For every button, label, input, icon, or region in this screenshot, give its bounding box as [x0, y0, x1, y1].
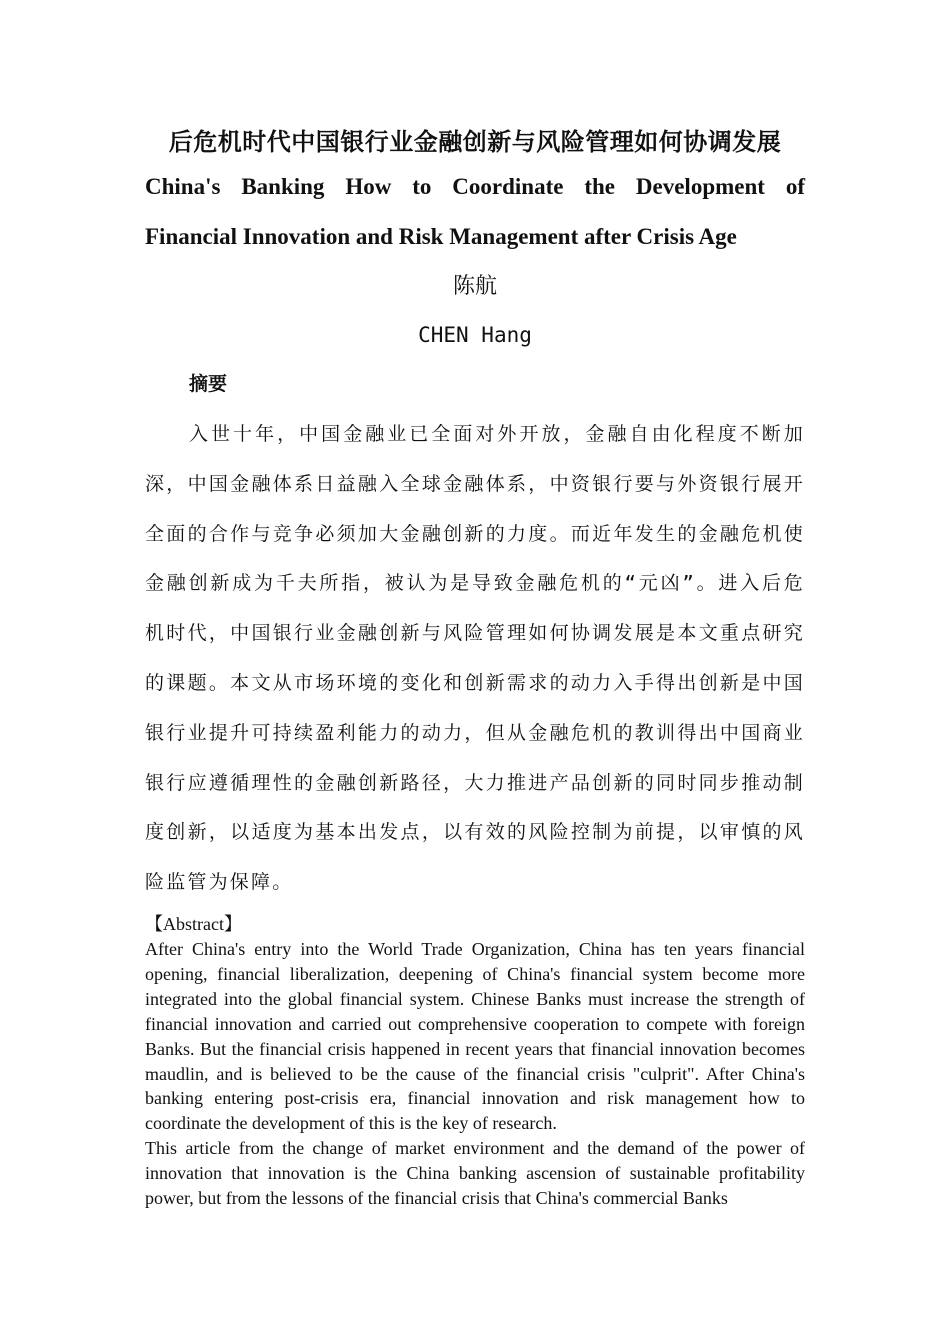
abstract-english-paragraph-1: After China's entry into the World Trade Organization, China has ten years financial opening, financial liberalization, deepening of China's financial system become more integrated into the global financial system. Chinese Banks must increase the strength of financial innovation and carried out comprehensive cooperation to compete with foreign Banks. But the financial crisis happened in recent years that financial innovation becomes maudlin, and is believed to be the cause of the financial crisis "culprit". After China's banking entering post-crisis era, financial innovation and risk management how to coordinate the development of this is the key of research. [145, 938, 805, 1134]
title-chinese: 后危机时代中国银行业金融创新与风险管理如何协调发展 [168, 128, 782, 156]
title-english-line-2: Financial Innovation and Risk Management after Crisis Age [145, 224, 737, 249]
author-chinese: 陈航 [452, 274, 497, 299]
abstract-english-paragraph-2: This article from the change of market environment and the demand of the power of innovation that innovation is the China banking ascension of sustainable profitability power, but from the lessons of the financial crisis that China's commercial Banks [145, 1138, 805, 1209]
abstract-english-heading: 【Abstract】 [145, 913, 242, 934]
paper-page [145, 122, 805, 1211]
abstract-chinese-heading: 摘要 [189, 373, 228, 395]
author-english: CHEN Hang [418, 323, 532, 347]
abstract-chinese-body: 入世十年，中国金融业已全面对外开放，金融自由化程度不断加深，中国金融体系日益融入全球金融体系，中资银行要与外资银行展开全面的合作与竞争必须加大金融创新的力度。而近年发生的金融危机使金融创新成为千夫所指，被认为是导致金融危机的“元凶”。进入后危机时代，中国银行业金融创新与风险管理如何协调发展是本文重点研究的课题。本文从市场环境的变化和创新需求的动力入手得出创新是中国银行业提升可持续盈利能力的动力，但从金融危机的教训得出中国商业银行应遵循理性的金融创新路径，大力推进产品创新的同时同步推动制度创新，以适度为基本出发点，以有效的风险控制为前提，以审慎的风险监管为保障。 [145, 423, 805, 894]
title-english-line-1: China's Banking How to Coordinate the Development of [145, 174, 805, 199]
title-english [145, 162, 805, 262]
